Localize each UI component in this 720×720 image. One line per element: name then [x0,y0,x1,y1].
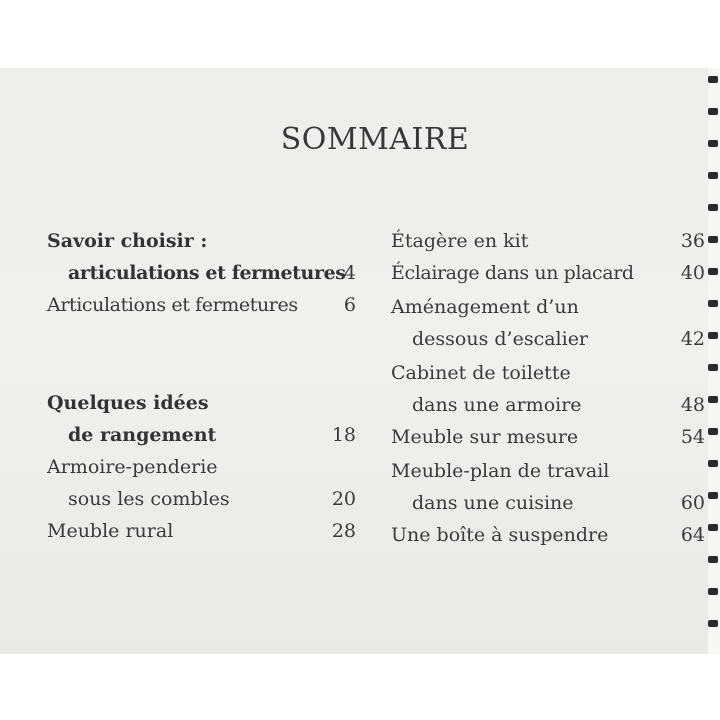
binding-coil [708,524,718,531]
toc-entry-title: Éclairage dans un placard [391,262,634,284]
binding-coil [708,556,718,563]
binding-coil [708,620,718,627]
toc-entry-subtitle: dans une armoire [412,394,582,416]
toc-page-number: 42 [680,328,705,350]
toc-page-number: 18 [331,424,356,446]
binding-coil [708,332,718,339]
binding-coil [708,172,718,179]
binding-coil [708,76,718,83]
binding-coil [708,300,718,307]
binding-coil [708,492,718,499]
binding-coil [708,108,718,115]
toc-page-number: 4 [343,262,356,284]
toc-entry-subtitle: articulations et fermetures [68,262,346,284]
binding-coil [708,236,718,243]
toc-page-number: 28 [331,520,356,542]
binding-coil [708,396,718,403]
toc-entry-title: Une boîte à suspendre [391,524,609,546]
toc-entry-title: Armoire-penderie [47,456,218,478]
binding-coil [708,204,718,211]
binding-coil [708,428,718,435]
page-title: SOMMAIRE [280,122,470,157]
binding-coil [708,364,718,371]
toc-entry-title: Meuble rural [47,520,174,542]
toc-entry-title: Meuble sur mesure [391,426,579,448]
toc-page-number: 48 [680,394,705,416]
toc-page-number: 64 [680,524,705,546]
toc-page-number: 54 [680,426,705,448]
toc-entry-subtitle: de rangement [68,424,217,446]
toc-entry-title: Articulations et fermetures [47,294,298,316]
toc-entry-title: Aménagement d’un [391,296,579,318]
toc-page-number: 6 [343,294,356,316]
binding-coil [708,268,718,275]
toc-page-number: 40 [680,262,705,284]
toc-entry-title: Quelques idées [47,392,209,414]
binding-coil [708,460,718,467]
toc-entry-subtitle: dessous d’escalier [412,328,589,350]
toc-page-number: 36 [680,230,705,252]
toc-entry-subtitle: sous les combles [68,488,230,510]
toc-entry-title: Cabinet de toilette [391,362,571,384]
toc-entry-subtitle: dans une cuisine [412,492,574,514]
toc-page-number: 20 [331,488,356,510]
toc-entry-title: Meuble-plan de travail [391,460,610,482]
toc-page-number: 60 [680,492,705,514]
toc-entry-title: Savoir choisir : [47,230,208,252]
toc-entry-title: Étagère en kit [391,230,529,252]
binding-coil [708,588,718,595]
